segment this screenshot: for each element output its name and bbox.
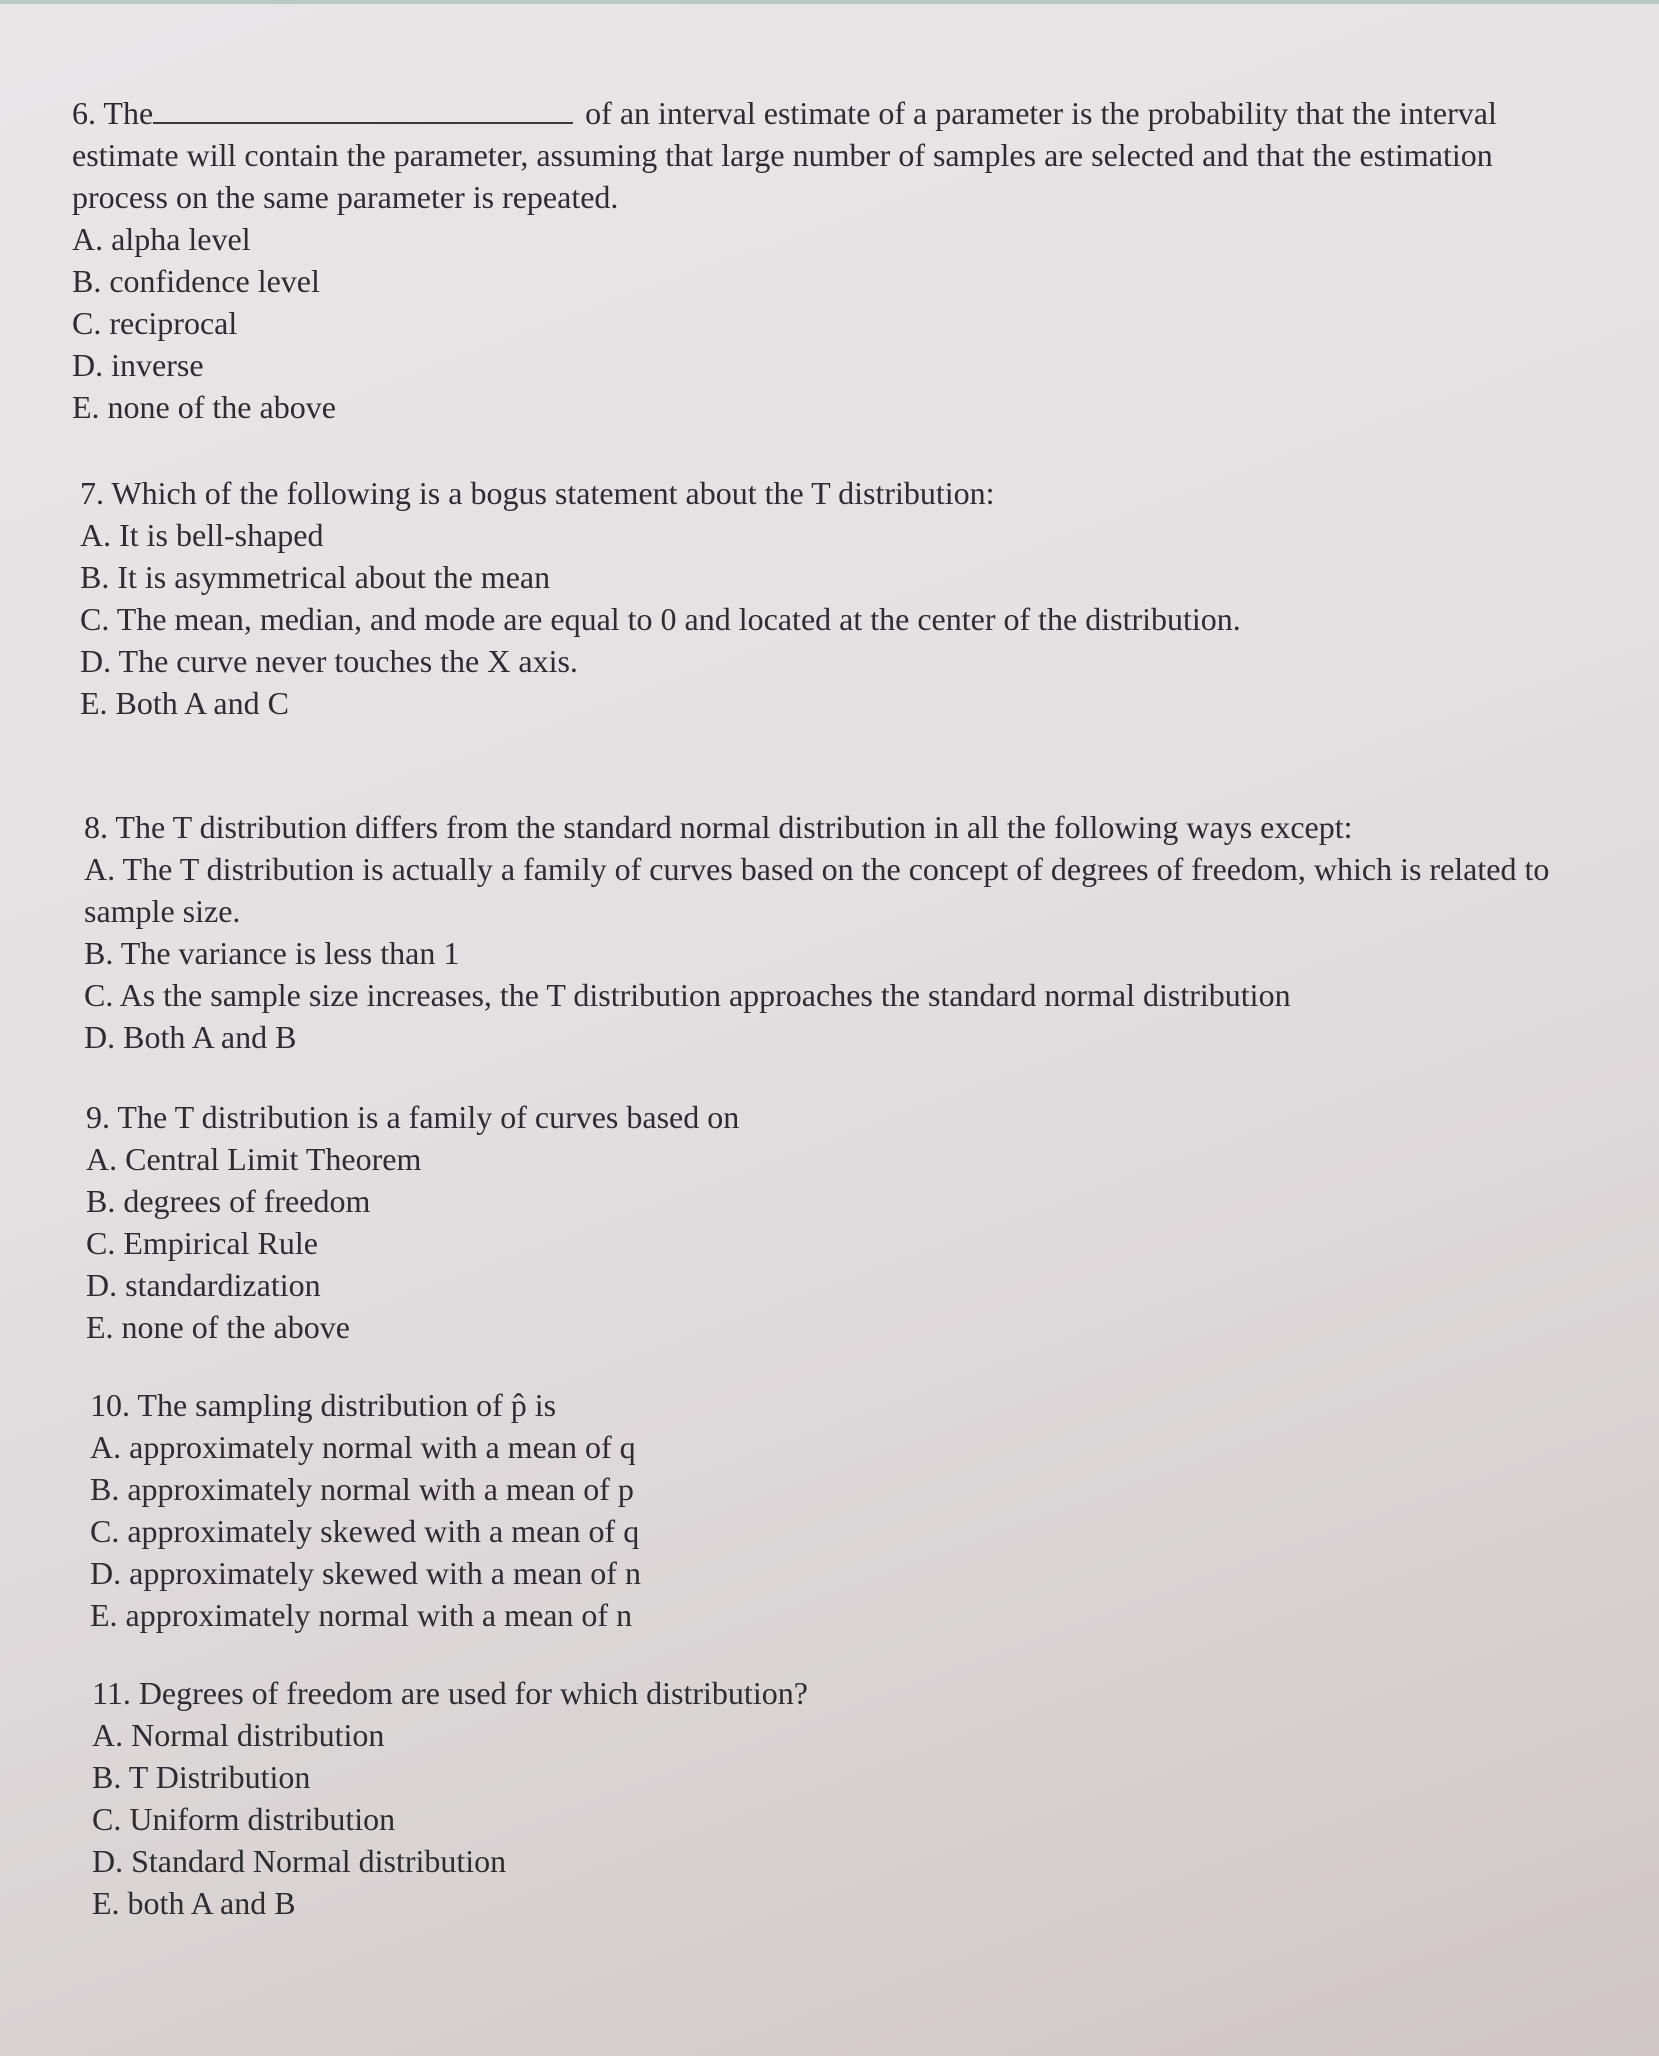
option-b: B. The variance is less than 1 [84,935,460,971]
option-e: E. none of the above [86,1309,350,1345]
question-7 [80,472,1241,724]
option-a: A. Central Limit Theorem [86,1141,422,1177]
option-d: D. Both A and B [84,1019,297,1055]
question-stem: 9. The T distribution is a family of curves based on [86,1099,740,1135]
paper-top-edge [0,0,1659,4]
option-d: D. The curve never touches the X axis. [80,643,578,679]
option-b: B. T Distribution [92,1759,311,1795]
option-d: D. inverse [72,347,204,383]
option-a: A. The T distribution is actually a family of curves based on the concept of degrees of freedom, which is related to sample size. [84,851,1550,929]
option-a: A. It is bell-shaped [80,517,324,553]
option-c: C. reciprocal [72,305,238,341]
option-c: C. As the sample size increases, the T distribution approaches the standard normal distribution [84,977,1291,1013]
option-a: A. approximately normal with a mean of q [90,1429,636,1465]
question-6 [72,92,1572,428]
option-b: B. confidence level [72,263,320,299]
question-stem: 10. The sampling distribution of p̂ is [90,1387,557,1423]
question-stem: 8. The T distribution differs from the standard normal distribution in all the following ways except: [84,809,1353,845]
option-a: A. alpha level [72,221,251,257]
question-9 [86,1096,739,1348]
option-d: D. approximately skewed with a mean of n [90,1555,641,1591]
option-c: C. approximately skewed with a mean of q [90,1513,640,1549]
stem-start: 6. The [72,95,154,131]
option-e: E. none of the above [72,389,336,425]
question-stem [72,92,1572,218]
option-a: A. Normal distribution [92,1717,385,1753]
question-8 [84,806,1594,1058]
option-d: D. standardization [86,1267,321,1303]
option-b: B. approximately normal with a mean of p [90,1471,634,1507]
question-stem: 11. Degrees of freedom are used for which distribution? [92,1675,808,1711]
question-stem: 7. Which of the following is a bogus statement about the T distribution: [80,475,995,511]
option-b: B. degrees of freedom [86,1183,371,1219]
question-11 [92,1672,808,1924]
option-c: C. The mean, median, and mode are equal to 0 and located at the center of the distribution. [80,601,1241,637]
option-e: E. approximately normal with a mean of n [90,1597,633,1633]
option-c: C. Uniform distribution [92,1801,396,1837]
option-d: D. Standard Normal distribution [92,1843,507,1879]
option-b: B. It is asymmetrical about the mean [80,559,551,595]
option-e: E. both A and B [92,1885,296,1921]
option-e: E. Both A and C [80,685,289,721]
stem-end: of an interval estimate of a parameter is the probability that the interval estimate will contain the parameter, assuming that large number of samples are selected and that the estimation process on the same parameter is repeated. [72,95,1497,215]
question-10 [90,1384,641,1636]
option-c: C. Empirical Rule [86,1225,318,1261]
fill-in-blank [153,94,573,124]
